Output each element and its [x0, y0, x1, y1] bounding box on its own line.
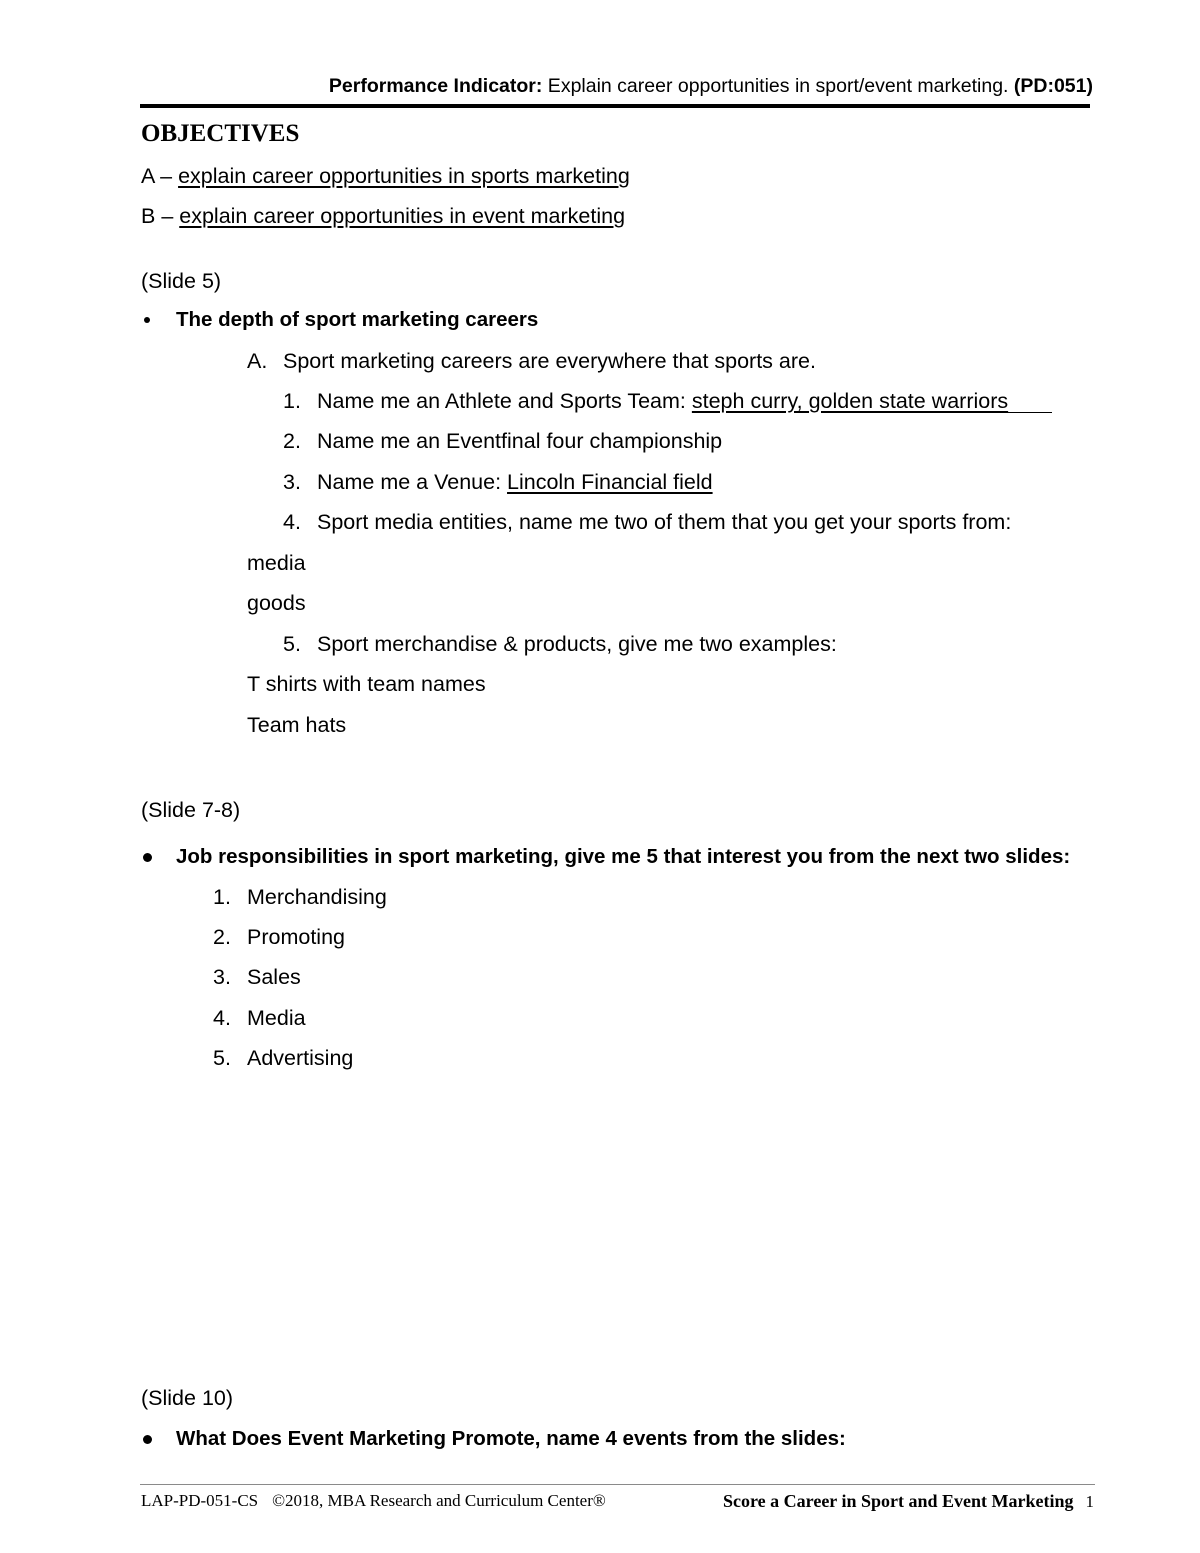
item-number: 5. — [283, 632, 301, 656]
list-item — [283, 630, 837, 658]
slide-10-heading: What Does Event Marketing Promote, name 4 events from the slides: — [176, 1427, 846, 1450]
objective-a — [141, 162, 630, 190]
slide-7-8-heading: Job responsibilities in sport marketing, give me 5 that interest you from the next two slides: — [176, 845, 1071, 868]
objective-text: explain career opportunities in sports marketing — [178, 164, 630, 188]
page-header — [329, 74, 1093, 98]
list-item — [213, 1044, 353, 1072]
item-text: Sales — [247, 965, 301, 989]
objective-marker: A – — [141, 164, 179, 188]
footer-divider — [140, 1484, 1095, 1485]
item-prompt: Name me a Venue: — [317, 470, 508, 494]
slide-10-label: (Slide 10) — [141, 1386, 234, 1410]
item-answer: steph curry, golden state warriors — [691, 389, 1009, 413]
item-answer: T shirts with team names — [247, 672, 486, 696]
document-code: LAP-PD-051-CS — [141, 1491, 259, 1510]
item-number: 3. — [283, 470, 301, 494]
slide-7-8-label: (Slide 7-8) — [141, 798, 241, 822]
item-answer: Team hats — [247, 713, 347, 737]
objective-text: explain career opportunities in event marketing — [179, 204, 626, 228]
list-item — [283, 387, 1052, 415]
objective-b — [141, 202, 625, 230]
performance-indicator-code: (PD:051) — [1013, 75, 1093, 97]
point-marker: A. — [247, 349, 268, 373]
item-prompt: Name me an Athlete and Sports Team: — [317, 389, 692, 413]
list-item — [213, 1004, 306, 1032]
item-text: Merchandising — [247, 885, 387, 909]
copyright-notice: ©2018, MBA Research and Curriculum Center® — [272, 1491, 606, 1510]
bullet-marker — [144, 317, 150, 323]
objectives-title: OBJECTIVES — [141, 120, 300, 147]
item-number: 1. — [283, 389, 301, 413]
point-a — [247, 347, 816, 375]
list-item — [213, 923, 345, 951]
header-divider — [140, 104, 1090, 108]
list-item — [213, 883, 387, 911]
item-text: Media — [247, 1006, 306, 1030]
performance-indicator-label: Performance Indicator: — [328, 75, 543, 97]
item-answer: goods — [247, 591, 306, 615]
bullet-marker — [143, 853, 152, 862]
item-number: 2. — [213, 925, 231, 949]
list-item — [213, 963, 301, 991]
performance-indicator-text: Explain career opportunities in sport/event marketing. — [542, 75, 1014, 97]
item-text: Promoting — [247, 925, 345, 949]
list-item — [283, 427, 722, 455]
page-number: 1 — [1085, 1492, 1094, 1511]
item-text: Advertising — [247, 1046, 354, 1070]
bullet-marker — [143, 1435, 152, 1444]
answer-blank-line — [1008, 412, 1052, 413]
document-title: Score a Career in Sport and Event Marketing — [723, 1491, 1074, 1511]
item-number: 1. — [213, 885, 231, 909]
list-item — [283, 508, 1011, 536]
item-prompt: Sport merchandise & products, give me two examples: — [317, 632, 837, 656]
item-answer: media — [247, 551, 306, 575]
item-number: 5. — [213, 1046, 231, 1070]
item-number: 4. — [283, 510, 301, 534]
footer-left — [141, 1489, 606, 1513]
slide-5-label: (Slide 5) — [141, 269, 222, 293]
item-number: 4. — [213, 1006, 231, 1030]
objective-marker: B – — [141, 204, 180, 228]
slide-5-heading: The depth of sport marketing careers — [176, 308, 539, 331]
item-number: 2. — [283, 429, 301, 453]
item-prompt: Name me an Eventfinal four championship — [317, 429, 723, 453]
item-answer: Lincoln Financial field — [507, 470, 713, 494]
point-text: Sport marketing careers are everywhere that sports are. — [283, 349, 816, 373]
footer-right — [723, 1489, 1094, 1515]
item-prompt: Sport media entities, name me two of them that you get your sports from: — [317, 510, 1012, 534]
list-item — [283, 468, 713, 496]
item-number: 3. — [213, 965, 231, 989]
